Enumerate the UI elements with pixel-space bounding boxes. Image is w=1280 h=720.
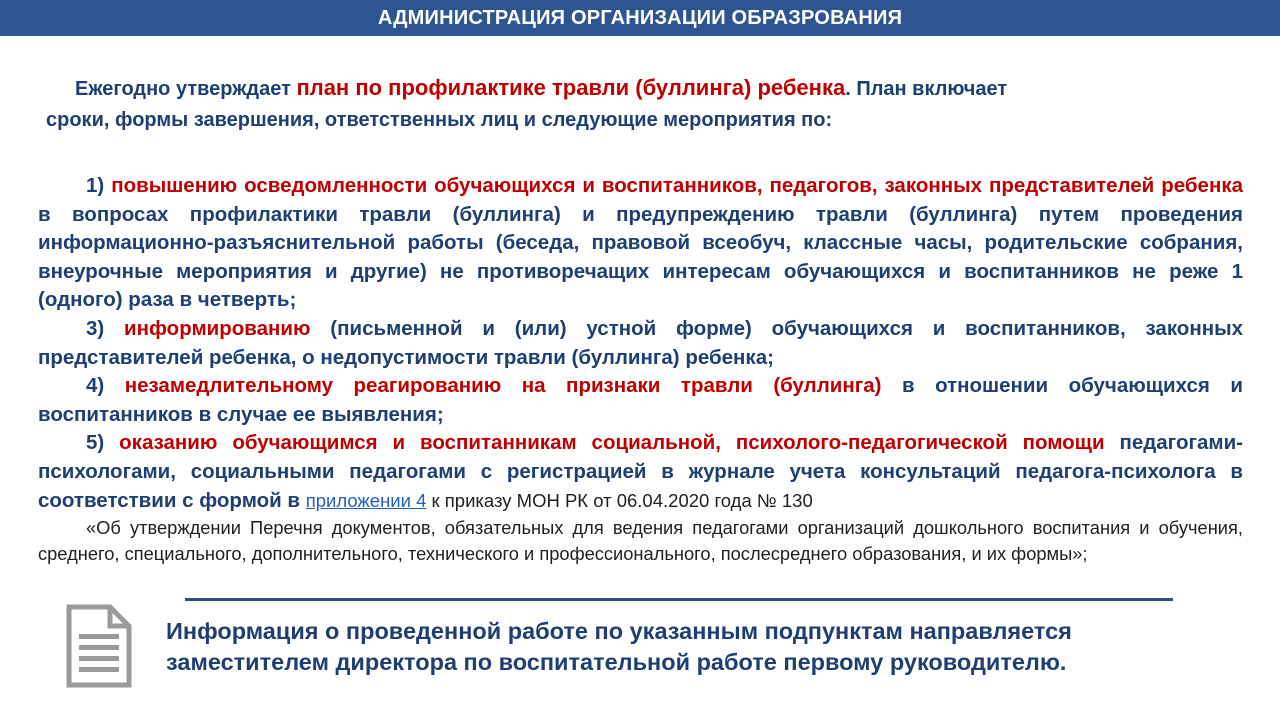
list-item	[38, 372, 1243, 429]
item-number: 4)	[86, 374, 125, 398]
intro-paragraph	[40, 72, 1240, 136]
item-text: в вопросах профилактики травли (буллинга) и предупреждению травли (буллинга) путем проведения информационно-разъяснительной работы (беседа, правовой всеобуч, классные часы, родительские собрания, внеурочные мероприятия и другие) не противоречащих интересам обучающихся и воспитанников не реже 1 (одного) раза в четверть;	[38, 202, 1243, 312]
document-icon	[66, 604, 132, 688]
list-item	[38, 172, 1243, 315]
divider-line	[185, 598, 1173, 601]
intro-line-2: сроки, формы завершения, ответственных лиц и следующие мероприятия по:	[46, 109, 833, 131]
intro-line-1	[40, 72, 1240, 105]
item-number: 5)	[86, 431, 120, 455]
footer-line-1: Информация о проведенной работе по указанным подпунктам направляется	[166, 618, 1072, 644]
intro-highlight: план по профилактике травли (буллинга) ребенка	[296, 75, 846, 100]
measures-list	[38, 172, 1243, 567]
footer-note	[166, 616, 1246, 678]
list-item	[38, 429, 1243, 515]
header-banner	[0, 0, 1280, 36]
item-number: 1)	[86, 174, 112, 197]
item-highlight: информированию	[124, 316, 311, 340]
item-text: в отношении обучающихся и воспитанников в случае ее выявления;	[38, 374, 1243, 426]
list-item	[38, 315, 1243, 372]
intro-text-end: . План включает	[845, 78, 1008, 100]
intro-text: Ежегодно утверждает	[75, 78, 297, 100]
item-highlight: повышению осведомленности обучающихся и воспитанников, педагогов, законных представителей ребенка	[111, 174, 1243, 197]
item-continuation: «Об утверждении Перечня документов, обязательных для ведения педагогами организаций дошкольного воспитания и обучения, среднего, специального, дополнительного, технического и профессионального, послесреднего образования, и их формы»;	[38, 517, 1243, 565]
item-highlight: оказанию обучающимся и воспитанникам социальной, психолого-педагогической помощи	[119, 431, 1105, 455]
item-highlight: незамедлительному реагированию на признаки травли (буллинга)	[124, 374, 882, 398]
item-text-plain: к приказу МОН РК от 06.04.2020 года № 130	[426, 489, 813, 511]
item-number: 3)	[86, 316, 125, 340]
page-title: АДМИНИСТРАЦИЯ ОРГАНИЗАЦИИ ОБРАЗРОВАНИЯ	[377, 6, 903, 29]
item-text: (письменной и (или) устной форме) обучающихся и воспитанников, законных представителей ребенка, о недопустимости травли (буллинга) ребенка;	[38, 316, 1243, 369]
footer-line-2: заместителем директора по воспитательной работе первому руководителю.	[166, 649, 1067, 675]
item-text: педагогами-психологами, социальными педагогами с регистрацией в журнале учета консультаций педагога-психолога в соответствии с формой в	[38, 431, 1243, 512]
appendix-link[interactable]: приложении 4	[305, 489, 427, 511]
